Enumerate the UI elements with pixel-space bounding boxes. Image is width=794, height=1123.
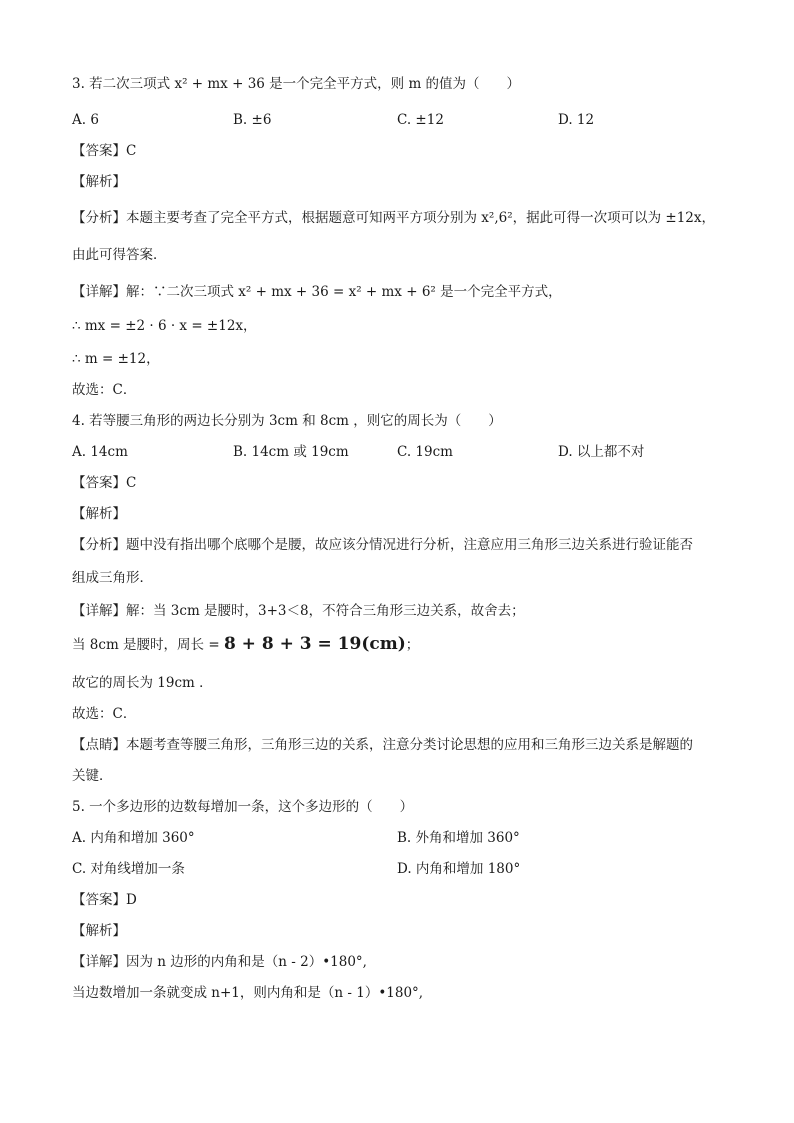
q4-stem: 4. 若等腰三角形的两边长分别为 3cm 和 8cm ，则它的周长为（ ） bbox=[72, 413, 502, 429]
q3-step1: ∴ mx = ±2 · 6 · x = ±12x， bbox=[72, 318, 257, 334]
q3-stem: 3. 若二次三项式 x² + mx + 36 是一个完全平方式，则 m 的值为（ ） bbox=[72, 76, 521, 92]
q3-answer: 【答案】C bbox=[72, 143, 137, 159]
q3-choose: 故选：C． bbox=[72, 382, 137, 398]
q4-step1 bbox=[72, 634, 734, 655]
q3-detail: 【详解】解：∵二次三项式 x² + mx + 36 = x² + mx + 6² 是一个完全平方式， bbox=[72, 284, 562, 300]
q5-analysis-label: 【解析】 bbox=[72, 923, 126, 939]
q4-detail: 【详解】解：当 3cm 是腰时，3+3＜8，不符合三角形三边关系，故舍去； bbox=[72, 603, 525, 619]
q5-option-b: B. 外角和增加 360° bbox=[397, 830, 520, 846]
q5-option-a: A. 内角和增加 360° bbox=[72, 830, 195, 846]
q4-choose: 故选：C． bbox=[72, 706, 137, 722]
q4-step2: 故它的周长为 19cm ． bbox=[72, 675, 213, 691]
q4-dianjing-line1: 【点睛】本题考查等腰三角形，三角形三边的关系，注意分类讨论思想的应用和三角形三边关系是解题的 bbox=[72, 737, 693, 753]
q5-step1: 当边数增加一条就变成 n+1，则内角和是（n - 1）•180°, bbox=[72, 985, 424, 1001]
q4-step1-prefix: 当 8cm 是腰时，周长 = bbox=[72, 637, 224, 653]
q5-option-d: D. 内角和增加 180° bbox=[397, 861, 521, 877]
q3-step2: ∴ m = ±12， bbox=[72, 351, 160, 367]
q4-analysis-label: 【解析】 bbox=[72, 506, 126, 522]
q3-option-b: B. ±6 bbox=[233, 112, 272, 128]
q3-option-d: D. 12 bbox=[558, 112, 595, 128]
q3-fenxi-line1: 【分析】本题主要考查了完全平方式，根据题意可知两平方项分别为 x²,6²，据此可得一次项可以为 ±12x， bbox=[72, 210, 716, 226]
q3-analysis-label: 【解析】 bbox=[72, 174, 126, 190]
q4-option-b: B. 14cm 或 19cm bbox=[233, 444, 349, 460]
q4-dianjing-line2: 关键． bbox=[72, 768, 113, 784]
q4-answer: 【答案】C bbox=[72, 475, 137, 491]
q4-fenxi-line1: 【分析】题中没有指出哪个底哪个是腰，故应该分情况进行分析，注意应用三角形三边关系进行验证能否 bbox=[72, 537, 693, 553]
q5-option-c: C. 对角线增加一条 bbox=[72, 861, 185, 877]
q5-detail: 【详解】因为 n 边形的内角和是（n - 2）•180°, bbox=[72, 954, 367, 970]
q4-option-d: D. 以上都不对 bbox=[558, 444, 645, 460]
q3-fenxi-line2: 由此可得答案． bbox=[72, 247, 167, 263]
q5-stem: 5. 一个多边形的边数每增加一条，这个多边形的（ ） bbox=[72, 799, 414, 815]
q4-option-c: C. 19cm bbox=[397, 444, 453, 460]
q4-option-a: A. 14cm bbox=[72, 444, 128, 460]
q4-fenxi-line2: 组成三角形． bbox=[72, 570, 153, 586]
q3-option-c: C. ±12 bbox=[397, 112, 444, 128]
q5-answer: 【答案】D bbox=[72, 892, 137, 908]
q3-option-a: A. 6 bbox=[72, 112, 99, 128]
q4-perimeter-formula: 8 + 8 + 3 = 19(cm) bbox=[223, 634, 406, 654]
q4-step1-suffix: ； bbox=[405, 637, 420, 653]
